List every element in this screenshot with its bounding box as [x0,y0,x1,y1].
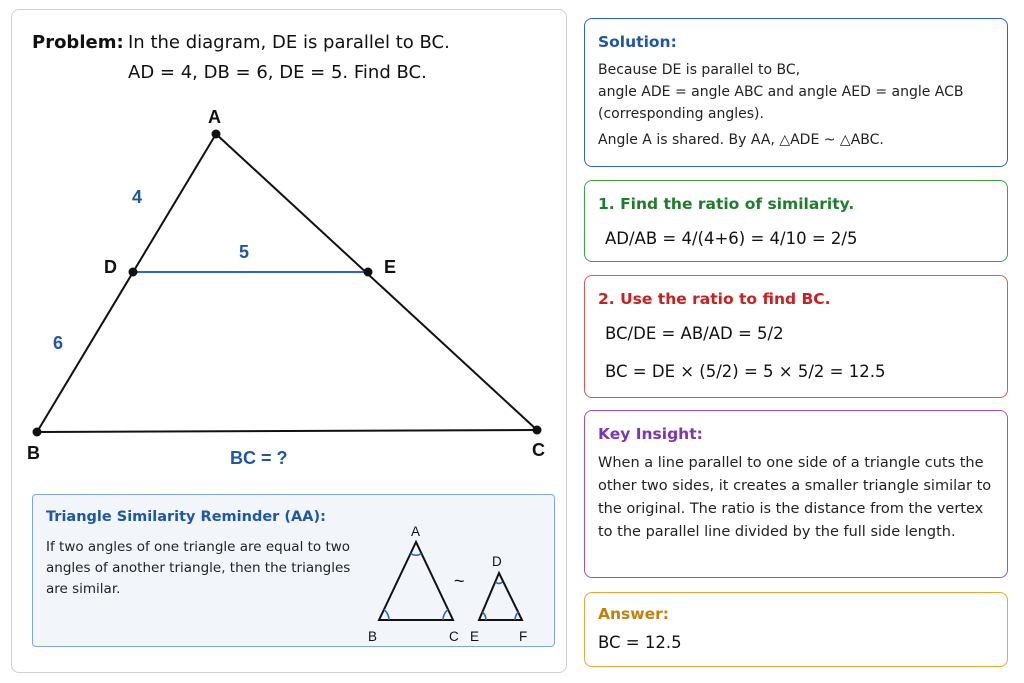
angle-arc-a [411,554,422,556]
reminder-title: Triangle Similarity Reminder (AA): [46,509,326,525]
triangle-diagram [12,10,568,490]
key-insight-card [584,410,1008,578]
label-c: C [532,440,545,460]
step-1-equation: AD/AB = 4/(4+6) = 4/10 = 2/5 [605,229,858,248]
reminder-body: If two angles of one triangle are equal to two angles of another triangle, then the triangles are similar. [46,539,351,597]
length-db: 6 [53,333,64,353]
vertex-b-dot [33,428,42,437]
solution-title: Solution: [598,33,677,51]
mini-label-b: B [368,629,378,644]
key-insight-body: When a line parallel to one side of a triangle cuts the other two sides, it creates a smaller triangle similar to the original. The ratio is the distance from the vertex to the parallel line divided by the full side length. [598,455,992,540]
step-1-title: 1. Find the ratio of similarity. [598,195,855,213]
side-ab [37,134,216,432]
angle-arc-c [443,610,448,621]
solution-text [598,59,998,151]
label-b: B [27,443,40,463]
vertex-e-dot [364,268,373,277]
answer-card [584,592,1008,667]
small-triangle [479,573,522,620]
angle-arc-f [515,612,519,620]
step-1-card [584,180,1008,262]
mini-label-a: A [411,524,421,539]
answer-value: BC = 12.5 [598,633,682,652]
angle-arc-e [483,612,487,620]
step-2-card [584,275,1008,398]
solution-card [584,18,1008,167]
big-triangle [379,542,453,620]
step-2-equation-2: BC = DE × (5/2) = 5 × 5/2 = 12.5 [605,362,886,381]
mini-label-f: F [519,629,528,644]
answer-title: Answer: [598,605,669,623]
label-e: E [384,257,397,277]
solution-line-3: Angle A is shared. By AA, △ADE ~ △ABC. [598,132,884,148]
problem-label: Problem: [32,32,124,53]
label-d: D [104,257,117,277]
step-2-equation-1: BC/DE = AB/AD = 5/2 [605,324,784,343]
unknown-bc: BC = ? [230,448,288,468]
mini-label-e: E [470,629,480,644]
angle-arc-b [384,610,389,621]
side-bc [37,430,537,432]
similar-symbol: ~ [454,571,465,591]
mini-label-c: C [449,629,459,644]
similar-triangles-illustration [33,495,556,648]
side-ac [216,134,537,430]
solution-line-1: Because DE is parallel to BC, [598,62,801,78]
vertex-d-dot [129,268,138,277]
problem-line-1: In the diagram, DE is parallel to BC. [128,32,450,53]
mini-label-d: D [492,554,502,569]
key-insight-title: Key Insight: [598,425,703,443]
step-2-title: 2. Use the ratio to find BC. [598,290,831,308]
vertex-c-dot [533,426,542,435]
problem-panel [11,9,567,673]
label-a: A [208,107,221,127]
solution-line-2: angle ADE = angle ABC and angle AED = angle ACB (corresponding angles). [598,84,964,122]
vertex-a-dot [212,130,221,139]
length-de: 5 [239,242,250,262]
problem-line-2: AD = 4, DB = 6, DE = 5. Find BC. [128,62,427,83]
angle-arc-d [496,582,503,584]
similarity-reminder [32,494,555,647]
length-ad: 4 [132,187,143,207]
